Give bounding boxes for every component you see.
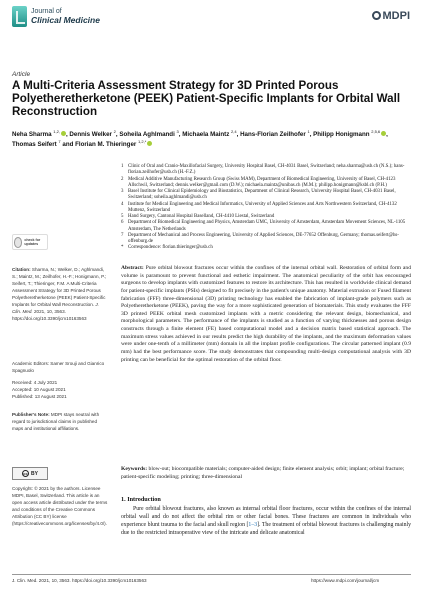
citation-text: Sharma, N.; Welker, D.; Aghlmandi, S.; Maintz, M.; Zeilhofer, H.-F.; Honigmann, P.; Seifert, T.; Thieringer, F.M. A Multi-Criteria Assessment Strategy for 3D Printed Porous Polyetheretherketone (PEEK) Patient-Specific Implants for Orbital Wall Reconstruction.: [12, 267, 107, 307]
citation-block: [12, 266, 108, 322]
footer-citation: J. Clin. Med. 2021, 10, 3563. https://doi.org/10.3390/jcm10163563: [12, 578, 147, 583]
author-affiliation-marker: 3: [176, 128, 179, 134]
date-accepted: Accepted: 10 August 2021: [12, 387, 66, 392]
cc-label: BY: [31, 470, 38, 477]
affiliation-item: [121, 220, 411, 233]
date-published: Published: 13 August 2021: [12, 394, 67, 399]
affiliation-item: [121, 189, 411, 202]
publisher-note-text: MDPI stays neutral with regard to jurisdictional claims in published maps and institutional affiliations.: [12, 412, 100, 431]
affiliation-text: Department of Mechanical and Process Engineering, University of Applied Sciences, DE-77652 Offenburg, Germany; thomas.seifert@hs-offenburg.de: [128, 232, 399, 244]
check-for-updates-button[interactable]: [12, 234, 48, 250]
affiliation-number: 2: [121, 176, 124, 182]
reference-link[interactable]: 1–3: [248, 521, 258, 528]
publication-dates: [12, 379, 108, 400]
affiliation-text: Hand Surgery, Cantonal Hospital Baselland, CH-4410 Liestal, Switzerland: [128, 214, 275, 219]
affiliations: [121, 164, 411, 252]
orcid-icon[interactable]: [381, 131, 386, 136]
author-name: Thomas Seifert: [12, 141, 59, 148]
affiliation-number: 6: [121, 220, 124, 226]
copyright-notice: Copyright: © 2021 by the authors. Licensee MDPI, Basel, Switzerland. This article is an open access article distributed under the terms and conditions of the Creative Commons Attribution (CC BY) license (https://creativecommons.org/licenses/by/4.0/).: [12, 486, 108, 526]
affiliation-text: Department of Biomedical Engineering and Physics, Amsterdam UMC, University of Amsterdam, Amsterdam Movement Sciences, NL-1105 Amsterdam, The Netherlands: [128, 220, 406, 232]
author-affiliation-marker: 1,2,: [53, 128, 60, 134]
citation-label: Citation:: [12, 267, 31, 272]
intro-text-a: Pure orbital blowout fractures, also known as internal orbital floor fractures, occur within the confines of the internal orbital wall and do not affect the orbital rim or other facial bones. These fractures are common in individuals who experience blunt trauma to the facial and skull region [: [121, 506, 411, 528]
author-affiliation-marker: 2,5,6: [371, 128, 381, 134]
footer-divider: [12, 574, 411, 575]
author-name: Soheila Aghlmandi: [119, 131, 177, 138]
introduction-paragraph: [121, 506, 411, 538]
affiliation-item: [121, 164, 411, 177]
article-title: A Multi-Criteria Assessment Strategy for 3D Printed Porous Polyetheretherketone (PEEK) Patient-Specific Implants for Orbital Wall Reconstruction: [12, 79, 401, 118]
author-name: Philipp Honigmann: [313, 131, 372, 138]
affiliation-item: [121, 202, 411, 215]
journal-name-line2: Clinical Medicine: [31, 15, 100, 25]
abstract: [121, 265, 411, 364]
affiliation-number: 3: [121, 189, 124, 194]
affiliation-text: Clinic of Oral and Cranio-Maxillofacial Surgery, University Hospital Basel, CH-4031 Basel, Switzerland; neha.sharma@usb.ch (N.S.); hans-florian.zeilhofer@usb.ch (H.-F.Z.): [128, 164, 405, 176]
affiliation-text: Correspondence: florian.thieringer@usb.ch: [128, 245, 213, 251]
keywords-text: blow-out; biocompatible materials; computer-aided design; finite element analysis; orbit; implant; orbital fracture; patient-specific modeling; printing; three-dimensional: [121, 466, 405, 480]
author-name: Dennis Welker: [69, 131, 114, 138]
affiliation-item: [121, 233, 411, 246]
affiliation-item: [121, 245, 411, 251]
orcid-icon[interactable]: [61, 131, 66, 136]
author-list: Neha Sharma $^{1,2,}$ , Dennis Welker $^2$, Soheila Aghlmandi $^3$, Michaela Maintz $^{2,4}$, Hans-Florian Zeilhofer $^1$, Philipp Honigmann $^{2,5,6}$ , Thomas Seifert $^7$ and Florian M. Thieringer $^{1,2,*}$: [12, 128, 388, 148]
author-affiliation-marker: 2,4: [231, 128, 237, 134]
article-type: Article: [12, 71, 31, 78]
cc-icon: cc: [23, 471, 28, 476]
affiliation-text: Institute for Medical Engineering and Medical Informatics, University of Applied Sciences and Arts Northwestern Switzerland, CH-4132 Muttenz, Switzerland: [128, 201, 397, 213]
author-affiliation-marker: 1: [307, 128, 310, 134]
journal-logo-icon: [12, 6, 27, 27]
affiliation-number: 4: [121, 201, 124, 207]
date-received: Received: 4 July 2021: [12, 380, 58, 385]
keywords-label: Keywords:: [121, 466, 148, 472]
updates-label: check for updates: [24, 238, 41, 246]
journal-name-line1: Journal of: [31, 8, 62, 15]
mdpi-mark-icon: [372, 11, 381, 20]
publisher-name: MDPI: [382, 9, 410, 22]
section-heading-introduction: 1. Introduction: [121, 496, 161, 503]
journal-name: [31, 7, 141, 25]
author-name: Hans-Florian Zeilhofer: [240, 131, 308, 138]
affiliation-number: 7: [121, 232, 124, 238]
affiliation-number: 1: [121, 164, 124, 169]
author-affiliation-marker: 2: [113, 128, 116, 134]
affiliation-item: [121, 177, 411, 190]
cc-by-license-icon[interactable]: [12, 467, 48, 480]
author-name: Florian M. Thieringer: [75, 141, 139, 148]
updates-icon: [14, 237, 22, 248]
affiliation-number: *: [121, 245, 124, 251]
academic-editors: Academic Editors: Samer Srouji and Gianrico Spagnuolo: [12, 361, 105, 373]
intro-text-b: ]. The treatment of orbital blowout fractures is challenging mainly due to the restricted intraoperative view of the intricate and delicate anatomical: [121, 521, 412, 536]
author-name: Michaela Maintz: [182, 131, 232, 138]
abstract-label: Abstract:: [121, 265, 144, 271]
author-name: Neha Sharma: [12, 131, 54, 138]
affiliation-number: 5: [121, 214, 124, 219]
citation-doi[interactable]: 2021, 10, 3563. https://doi.org/10.3390/jcm10163563: [12, 309, 87, 321]
author-affiliation-marker: 1,2,*: [138, 138, 147, 144]
keywords: [121, 466, 411, 481]
abstract-text: Pure orbital blowout fractures occur within the confines of the internal orbital wall. Restoration of orbital form and volume is paramount to prevent functional and esthetic impairment. The anatomical peculiarity of the orbit has encouraged surgeons to develop implants with customized features to restore its architecture. This has resulted in worldwide clinical demand for patient-specific implants (PSIs) designed to fit precisely in the patient's unique anatomy. Material extrusion or Fused filament fabrication (FFF) three-dimensional (3D) printing technology has enabled the fabrication of implant-grade polymers such as Polyetheretherketone (PEEK), paving the way for a more sophisticated generation of biomaterials. This study evaluates the FFF 3D printed PEEK orbital mesh customized implants with a metric considering the relevant design, biomechanical, and morphological parameters. The performance of the implants is studied as a function of varying thicknesses and porous design constructs through a finite element (FE) based computational model and a decision matrix based statistical approach. The maximum stress values achieved in our results predict the high durability of the implants, and the maximum deformation values were under one-tenth of a millimeter (mm) domain in all the implant profile configurations. The circular patterned implant (0.9 mm) had the best performance score. The study demonstrates that compounding multi-design computational analysis with 3D printing can be beneficial for the optimal restoration of the orbital floor.: [121, 265, 411, 363]
publisher-note-label: Publisher's Note:: [12, 412, 50, 417]
affiliation-text: Basel Institute for Clinical Epidemiology and Biostatistics, Department of Clinical Research, University Hospital Basel, CH-4031 Basel, Switzerland; soheila.aghlmandi@usb.ch: [128, 189, 396, 201]
author-affiliation-marker: 7: [58, 138, 61, 144]
footer-journal-url[interactable]: https://www.mdpi.com/journal/jcm: [311, 578, 380, 583]
affiliation-text: Medical Additive Manufacturing Research Group (Swiss MAM), Department of Biomedical Engineering, University of Basel, CH-4123 Allschwil, Switzerland; dennis.welker@gmail.com (D.W.); michaela.maintz@unibas.ch (M.M.); philipp.honigmann@ksbl.ch (P.H.): [128, 176, 396, 188]
orcid-icon[interactable]: [147, 141, 152, 146]
publisher-note: [12, 411, 108, 432]
citation-journal: J. Clin. Med.: [12, 302, 99, 314]
publisher-logo: [372, 9, 410, 22]
